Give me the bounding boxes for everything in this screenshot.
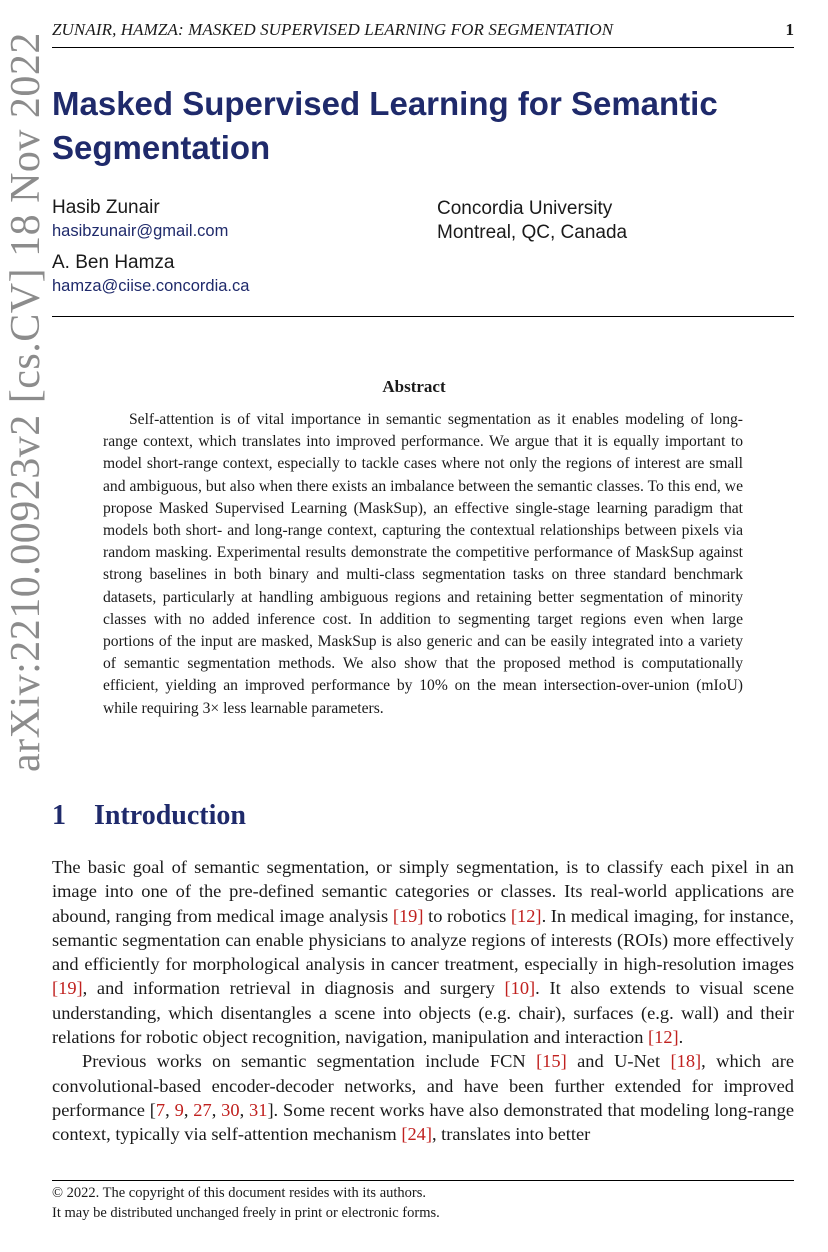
text-run: . (678, 1027, 684, 1048)
text-run: , (211, 1099, 222, 1120)
section-title: Introduction (94, 800, 246, 831)
page-number: 1 (785, 20, 794, 39)
text-run: . It also extends to visual scene understanding, which disentangles a scene into objects (e.g. chair), surfaces (e.g. wall) and their relations for robotic object recognition, navigation, manipulation and interaction (52, 978, 794, 1048)
text-run: , (165, 1099, 175, 1120)
text-run: The basic goal of semantic segmentation, or simply segmentation, is to classify each pixel in an image into one of the pre-defined semantic categories or classes. Its real-world applications are abound, ranging from medical image analysis (52, 857, 794, 926)
affiliation-institution: Concordia University (437, 198, 613, 219)
citation-link[interactable]: 27 (193, 1099, 212, 1120)
citation-link[interactable]: 31 (249, 1099, 268, 1120)
author-name: A. Ben Hamza (52, 252, 175, 273)
citation-link[interactable]: 30 (221, 1099, 240, 1120)
intro-paragraph-1 (52, 855, 794, 1049)
distribution-notice: It may be distributed unchanged freely in print or electronic forms. (52, 1205, 440, 1221)
text-run: , translates into better (431, 1124, 591, 1145)
copyright-notice: © 2022. The copyright of this document resides with its authors. (52, 1185, 427, 1201)
citation-link[interactable]: [15] (536, 1051, 567, 1072)
citation-link[interactable]: [10] (504, 978, 536, 999)
section-heading (52, 800, 246, 832)
text-run: ]. Some recent works have also demonstrated that modeling long-range context, typically via self-attention mechanism (52, 1099, 794, 1145)
arxiv-sidebar-stamp: arXiv:2210.00923v2 [cs.CV] 18 Nov 2022 (3, 32, 49, 772)
intro-paragraph-2 (52, 1049, 794, 1146)
affiliation-location: Montreal, QC, Canada (437, 222, 628, 243)
citation-link[interactable]: [24] (401, 1124, 432, 1145)
citation-link[interactable]: [18] (670, 1051, 702, 1072)
text-run: Previous works on semantic segmentation include FCN (82, 1051, 537, 1072)
citation-link[interactable]: 9 (174, 1099, 184, 1120)
author-email[interactable]: hamza@ciise.concordia.ca (52, 277, 250, 295)
citation-link[interactable]: 7 (155, 1099, 166, 1120)
citation-link[interactable]: [12] (510, 905, 542, 926)
header-rule (52, 47, 794, 48)
section-number: 1 (52, 800, 66, 831)
text-run: . In medical imaging, for instance, semantic segmentation can enable physicians to analyze regions of interests (ROIs) more effectively and efficiently for morphological analysis in cancer treatment, especially in high-resolution images (52, 905, 794, 975)
citation-link[interactable]: [19] (52, 978, 83, 999)
text-run: , and information retrieval in diagnosis and surgery (82, 978, 505, 999)
running-header-title: ZUNAIR, HAMZA: MASKED SUPERVISED LEARNING FOR SEGMENTATION (52, 20, 614, 39)
text-run: to robotics (423, 905, 511, 926)
introduction-body (52, 855, 794, 1147)
text-run: , (239, 1099, 250, 1120)
abstract-text: Self-attention is of vital importance in semantic segmentation as it enables modeling of long-range context, which translates into improved performance. We argue that it is equally important to model short-range context, especially to tackle cases where not only the regions of interest are small and ambiguous, but also when there exists an imbalance between the semantic classes. To this end, we propose Masked Supervised Learning (MaskSup), an effective single-stage learning paradigm that models both short- and long-range context, capturing the contextual relationships between pixels via random masking. Experimental results demonstrate the competitive performance of MaskSup against strong baselines in both binary and multi-class segmentation tasks on three standard benchmark datasets, particularly at handling ambiguous regions and retaining better segmentation of minority classes with no added inference cost. In addition to segmenting target regions even when large portions of the input are masked, MaskSup is also generic and can be easily integrated into a variety of semantic segmentation methods. We also show that the proposed method is computationally efficient, yielding an improved performance by 10% on the mean intersection-over-union (mIoU) while requiring 3× less learnable parameters. (103, 411, 743, 717)
title-rule (52, 316, 794, 317)
author-email[interactable]: hasibzunair@gmail.com (52, 222, 229, 240)
text-run: , which are convolutional-based encoder-decoder networks, and have been further extended for improved performance [ (52, 1051, 795, 1120)
citation-link[interactable]: [19] (392, 905, 424, 926)
text-run: and U-Net (566, 1051, 671, 1072)
text-run: , (183, 1099, 194, 1120)
footer-rule (52, 1180, 794, 1181)
citation-link[interactable]: [12] (648, 1027, 679, 1048)
abstract-heading: Abstract (382, 377, 446, 396)
author-name: Hasib Zunair (52, 197, 160, 218)
paper-title: Masked Supervised Learning for Semantic Segmentation (52, 85, 718, 166)
